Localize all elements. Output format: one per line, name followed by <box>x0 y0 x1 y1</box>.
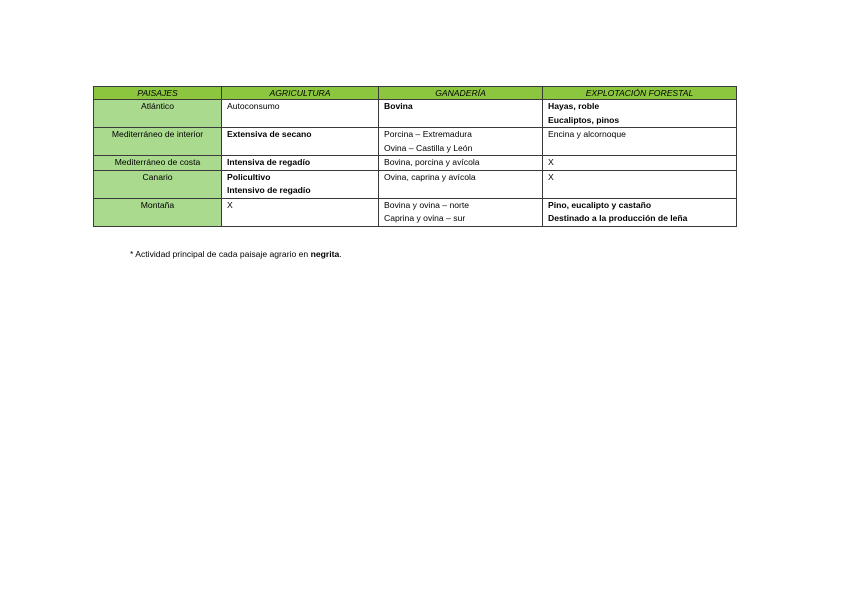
header-explotacion-forestal: EXPLOTACIÓN FORESTAL <box>543 87 737 100</box>
cell-line: X <box>227 199 233 210</box>
agrarian-landscapes-table <box>93 86 737 227</box>
cell-line: X <box>548 157 554 167</box>
cell-line: Ovina – Castilla y León <box>384 142 473 153</box>
agricultura-cell <box>222 100 379 128</box>
cell-line: Destinado a la producción de leña <box>548 213 688 223</box>
agricultura-cell <box>222 156 379 171</box>
forestal-cell <box>543 156 737 171</box>
ganaderia-cell <box>379 198 543 226</box>
table-row <box>94 128 737 156</box>
footnote <box>130 248 342 260</box>
header-agricultura: AGRICULTURA <box>222 87 379 100</box>
table-row <box>94 170 737 198</box>
cell-line: Caprina y ovina – sur <box>384 213 466 223</box>
landscape-cell: Atlántico <box>94 100 222 128</box>
cell-line: X <box>548 171 554 182</box>
header-ganaderia: GANADERÍA <box>379 87 543 100</box>
footnote-prefix: * Actividad principal de cada paisaje agrario en <box>130 249 311 259</box>
cell-line: Pino, eucalipto y castaño <box>548 199 652 210</box>
cell-line: Hayas, roble <box>548 101 600 111</box>
table-row <box>94 198 737 226</box>
cell-line: Intensiva de regadío <box>227 157 311 167</box>
ganaderia-cell <box>379 128 543 156</box>
cell-line: Porcina – Extremadura <box>384 129 472 139</box>
table-row <box>94 156 737 171</box>
cell-line: Ovina, caprina y avícola <box>384 171 476 182</box>
cell-line: Policultivo <box>227 171 271 182</box>
forestal-cell <box>543 100 737 128</box>
ganaderia-cell <box>379 156 543 171</box>
landscape-cell: Mediterráneo de interior <box>94 128 222 156</box>
header-paisajes: PAISAJES <box>94 87 222 100</box>
table-header-row <box>94 87 737 100</box>
cell-line: Eucaliptos, pinos <box>548 114 620 125</box>
cell-line: Bovina <box>384 101 413 111</box>
forestal-cell <box>543 128 737 156</box>
landscape-cell: Canario <box>94 170 222 198</box>
cell-line: Encina y alcornoque <box>548 129 626 139</box>
footnote-emphasis: negrita <box>310 249 340 259</box>
cell-line: Extensiva de secano <box>227 129 312 139</box>
agricultura-cell <box>222 128 379 156</box>
forestal-cell <box>543 170 737 198</box>
cell-line: Intensivo de regadío <box>227 185 311 195</box>
table-body <box>94 100 737 227</box>
footnote-suffix: . <box>339 249 342 259</box>
agricultura-cell <box>222 198 379 226</box>
landscape-cell: Mediterráneo de costa <box>94 156 222 171</box>
cell-line: Autoconsumo <box>227 101 280 111</box>
table-row <box>94 100 737 128</box>
agricultura-cell <box>222 170 379 198</box>
forestal-cell <box>543 198 737 226</box>
cell-line: Bovina y ovina – norte <box>384 199 470 210</box>
ganaderia-cell <box>379 170 543 198</box>
landscape-cell: Montaña <box>94 198 222 226</box>
cell-line: Bovina, porcina y avícola <box>384 157 480 167</box>
ganaderia-cell <box>379 100 543 128</box>
